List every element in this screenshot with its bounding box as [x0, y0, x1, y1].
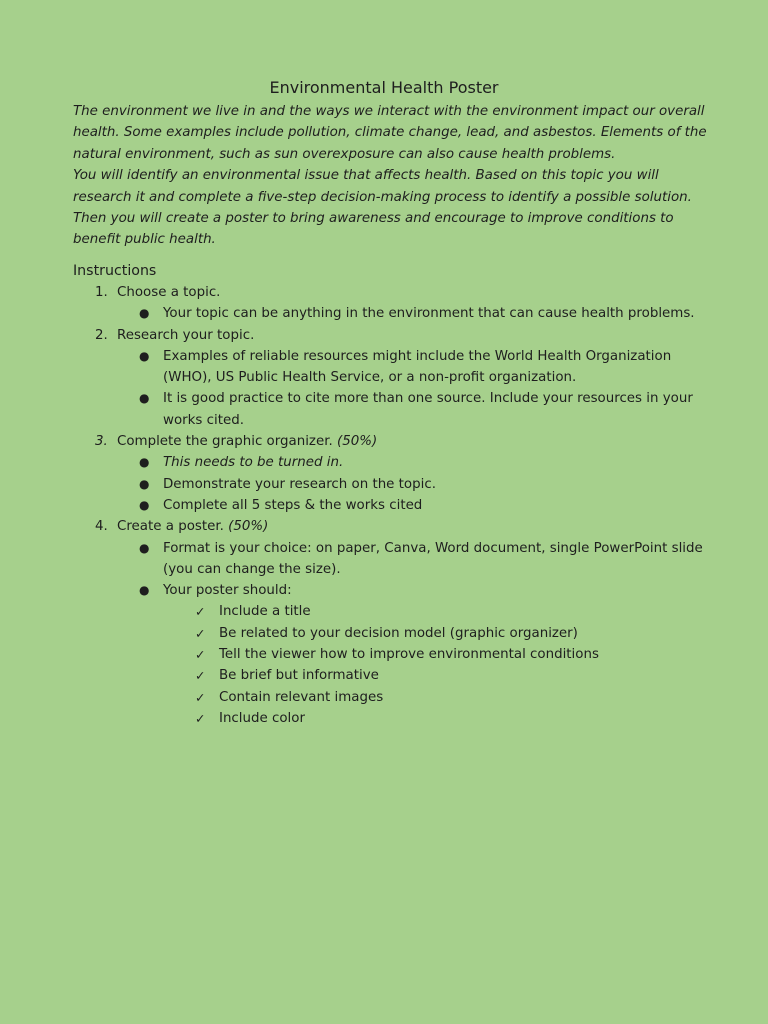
bullet-text: This needs to be turned in. — [163, 455, 344, 471]
intro-text — [73, 101, 713, 251]
bullet-text: It is good practice to cite more than one source. Include your resources in your works cited. — [163, 391, 693, 428]
instructions-list — [73, 282, 713, 729]
bullet-text: Your topic can be anything in the environment that can cause health problems. — [163, 306, 695, 322]
step-row — [73, 282, 713, 303]
bullet-dot-icon: ● — [139, 455, 150, 470]
checklist-item — [73, 623, 713, 644]
checklist-item — [73, 601, 713, 622]
checklist-text: Include color — [219, 710, 305, 726]
bullet-dot-icon: ● — [139, 306, 150, 321]
checkmark-icon: ✓ — [195, 604, 206, 620]
bullet-item — [73, 452, 713, 473]
intro-paragraph-2: You will identify an environmental issue that affects health. Based on this topic you will research it and complete a five-step decision-making process to identify a possible solution. Then you will create a poster to bring awareness and encourage to improve conditions to benefit public health. — [73, 168, 692, 248]
step-weight: (50%) — [337, 434, 378, 450]
checkmark-icon: ✓ — [195, 689, 206, 705]
step-4 — [73, 516, 713, 729]
step-label: Choose a topic. — [117, 285, 221, 300]
checkmark-icon: ✓ — [195, 668, 206, 684]
step-row — [73, 325, 713, 346]
page-title: Environmental Health Poster — [269, 78, 499, 97]
step-number: 4. — [95, 519, 108, 535]
checklist-item — [73, 644, 713, 665]
bullet-item — [73, 538, 713, 581]
bullet-dot-icon: ● — [139, 497, 150, 512]
bullet-dot-icon: ● — [139, 476, 150, 491]
bullet-text: Demonstrate your research on the topic. — [163, 476, 436, 492]
bullet-text: Examples of reliable resources might include the World Health Organization (WHO), US Public Health Service, or a non-profit organization. — [163, 348, 672, 386]
step-row — [73, 516, 713, 537]
checklist-text: Be related to your decision model (graphic organizer) — [219, 625, 578, 641]
bullet-item — [73, 303, 713, 324]
step-row — [73, 431, 713, 452]
bullet-dot-icon: ● — [139, 348, 150, 363]
checklist-item — [73, 708, 713, 729]
step-label: Research your topic. — [117, 327, 255, 343]
checklist-item — [73, 687, 713, 708]
instructions-heading: Instructions — [73, 263, 157, 279]
checkmark-icon: ✓ — [195, 647, 206, 663]
checklist-text: Contain relevant images — [219, 689, 384, 705]
bullet-item — [73, 580, 713, 601]
bullet-text: Format is your choice: on paper, Canva, Word document, single PowerPoint slide (you can change the size). — [163, 540, 703, 577]
step-weight: (50%) — [228, 519, 269, 535]
bullet-item — [73, 495, 713, 516]
step-label: Create a poster. — [117, 519, 224, 535]
bullet-dot-icon: ● — [139, 391, 150, 406]
checklist-text: Be brief but informative — [219, 668, 379, 684]
checkmark-icon: ✓ — [195, 710, 206, 726]
bullet-text: Your poster should: — [163, 583, 292, 599]
checkmark-icon: ✓ — [195, 625, 206, 641]
step-2 — [73, 325, 713, 431]
bullet-item — [73, 474, 713, 495]
bullet-dot-icon: ● — [139, 583, 150, 598]
step-3 — [73, 431, 713, 516]
checklist-item — [73, 665, 713, 686]
bullet-dot-icon: ● — [139, 540, 150, 555]
step-number: 2. — [95, 327, 108, 343]
step-number: 1. — [95, 285, 108, 300]
intro-paragraph-1: The environment we live in and the ways we interact with the environment impact our overall health. Some examples include pollution, climate change, lead, and asbestos. Elements of the natural environment, such as sun overexposure can also cause health problems. — [73, 104, 707, 162]
bullet-item — [73, 346, 713, 389]
step-label: Complete the graphic organizer. — [117, 434, 333, 450]
checklist-text: Include a title — [219, 604, 311, 620]
bullet-text: Complete all 5 steps & the works cited — [163, 497, 423, 513]
step-number: 3. — [95, 434, 108, 450]
bullet-item — [73, 388, 713, 431]
checklist-text: Tell the viewer how to improve environmental conditions — [219, 647, 599, 663]
step-1 — [73, 282, 713, 325]
